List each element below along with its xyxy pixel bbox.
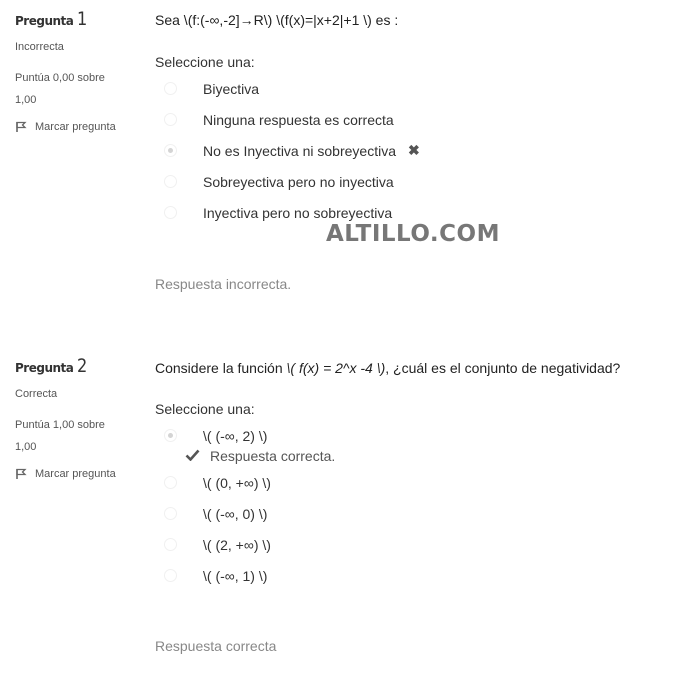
answer-label: Biyectiva	[203, 80, 260, 97]
select-prompt: Seleccione una:	[155, 401, 255, 417]
answer-option[interactable]	[155, 467, 695, 498]
flag-label: Marcar pregunta	[35, 468, 116, 480]
flag-icon	[15, 121, 27, 133]
flag-question-link[interactable]	[15, 468, 140, 480]
radio-button[interactable]	[164, 175, 177, 188]
answer-option[interactable]	[155, 560, 695, 591]
select-prompt: Seleccione una:	[155, 54, 255, 70]
flag-question-link[interactable]	[15, 121, 140, 133]
radio-button[interactable]	[164, 569, 177, 582]
question-grade: Puntúa 0,00 sobre 1,00	[15, 72, 105, 106]
question-info	[15, 8, 140, 133]
answer-option[interactable]	[155, 135, 695, 166]
question-grade: Puntúa 1,00 sobre 1,00	[15, 419, 105, 453]
question-state: Incorrecta	[15, 41, 64, 53]
question-outcome: Respuesta correcta	[155, 638, 277, 654]
answer-label: \( (-∞, 0) \)	[203, 505, 268, 522]
flag-label: Marcar pregunta	[35, 121, 116, 133]
answer-label: \( (2, +∞) \)	[203, 536, 271, 553]
question-content	[155, 360, 695, 654]
radio-button[interactable]	[164, 113, 177, 126]
answer-label: No es Inyectiva ni sobreyectiva	[203, 142, 396, 159]
answer-options	[155, 420, 695, 591]
question-text: Sea \(f:(-∞,-2]→R\) \(f(x)=|x+2|+1 \) es :	[155, 12, 399, 28]
question-text	[155, 360, 695, 376]
answer-label: Inyectiva pero no sobreyectiva	[203, 204, 393, 221]
question-outcome: Respuesta incorrecta.	[155, 276, 292, 292]
answer-label: Ninguna respuesta es correcta	[203, 111, 394, 128]
question-label: Pregunta	[15, 14, 74, 28]
question-formula: \( f(x) = 2^x -4 \)	[286, 360, 386, 376]
question-state: Correcta	[15, 388, 58, 400]
question-number-value: 2	[77, 355, 88, 377]
question-info	[15, 355, 140, 480]
radio-button[interactable]	[164, 206, 177, 219]
question-text-end: , ¿cuál es el conjunto de negatividad?	[385, 360, 621, 376]
feedback-text: Respuesta correcta.	[210, 448, 336, 464]
answer-label: Sobreyectiva pero no inyectiva	[203, 173, 394, 190]
answer-option[interactable]	[155, 420, 695, 451]
question-number	[15, 8, 140, 30]
question-label: Pregunta	[15, 361, 74, 375]
question-content	[155, 12, 695, 292]
answer-label: \( (-∞, 1) \)	[203, 567, 268, 584]
answer-options	[155, 73, 695, 228]
answer-option[interactable]	[155, 73, 695, 104]
question-number-value: 1	[77, 8, 88, 30]
radio-button[interactable]	[164, 507, 177, 520]
radio-button[interactable]	[164, 144, 177, 157]
question-number	[15, 355, 140, 377]
incorrect-icon: ✖	[407, 142, 420, 158]
radio-button[interactable]	[164, 538, 177, 551]
question-text-start: Considere la función	[155, 360, 287, 376]
answer-option[interactable]	[155, 498, 695, 529]
radio-button[interactable]	[164, 429, 177, 442]
answer-option[interactable]	[155, 529, 695, 560]
flag-icon	[15, 468, 27, 480]
answer-label: \( (0, +∞) \)	[203, 474, 271, 491]
answer-option[interactable]	[155, 104, 695, 135]
radio-button[interactable]	[164, 476, 177, 489]
watermark: ALTILLO.COM	[326, 221, 500, 247]
answer-label: \( (-∞, 2) \)	[203, 427, 268, 444]
radio-button[interactable]	[164, 82, 177, 95]
answer-option[interactable]	[155, 166, 695, 197]
